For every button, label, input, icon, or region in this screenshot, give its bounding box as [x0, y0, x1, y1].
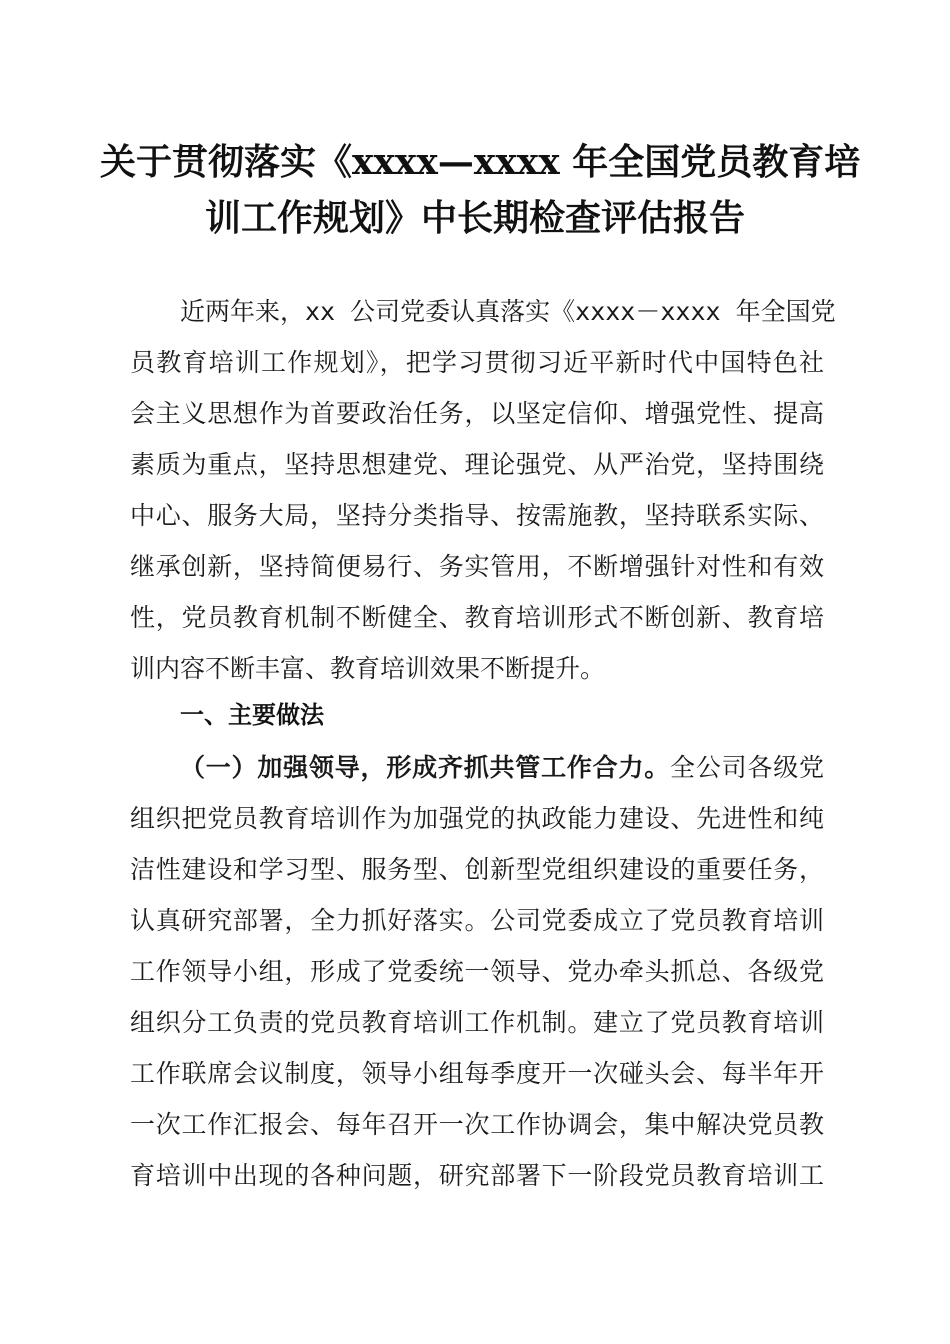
- paragraph-line: 会主义思想作为首要政治任务，以坚定信仰、增强党性、提高: [130, 399, 824, 428]
- paragraph-line: 训内容不断丰富、教育培训效果不断提升。: [130, 654, 606, 683]
- paragraph-line: 工作领导小组，形成了党委统一领导、党办牵头抓总、各级党: [130, 957, 824, 986]
- paragraph-line: 组织把党员教育培训作为加强党的执政能力建设、先进性和纯: [130, 804, 824, 833]
- document-title: [100, 134, 861, 246]
- paragraph-line: 认真研究部署，全力抓好落实。公司党委成立了党员教育培训: [130, 906, 824, 935]
- paragraph-line: 员教育培训工作规划》，把学习贯彻习近平新时代中国特色社: [130, 348, 824, 377]
- paragraph-line: 一次工作汇报会、每年召开一次工作协调会，集中解决党员教: [130, 1110, 824, 1139]
- paragraph-line: 性，党员教育机制不断健全、教育培训形式不断创新、教育培: [130, 603, 824, 632]
- title-line-1: 关于贯彻落实《xxxx—xxxx 年全国党员教育培: [100, 141, 861, 183]
- paragraph-line: 工作联席会议制度，领导小组每季度开一次碰头会、每半年开: [130, 1059, 824, 1088]
- title-line-2: 训工作规划》中长期检查评估报告: [204, 197, 745, 239]
- paragraph-first-line: [180, 742, 824, 793]
- paragraph-line: 继承创新，坚持简便易行、务实管用，不断增强针对性和有效: [130, 552, 824, 581]
- paragraph-line: 中心、服务大局，坚持分类指导、按需施教，坚持联系实际、: [130, 501, 824, 530]
- paragraph-line: 近两年来，xx 公司党委认真落实《xxxx－xxxx 年全国党: [180, 297, 836, 326]
- paragraph-line: 洁性建设和学习型、服务型、创新型党组织建设的重要任务，: [130, 855, 824, 884]
- paragraph-line: 素质为重点，坚持思想建党、理论强党、从严治党，坚持围绕: [130, 450, 824, 479]
- paragraph-line-rest: 全公司各级党: [670, 753, 824, 782]
- paragraph-line: 组织分工负责的党员教育培训工作机制。建立了党员教育培训: [130, 1008, 824, 1037]
- subsection-heading: （一）加强领导，形成齐抓共管工作合力。: [180, 753, 671, 782]
- paragraph-line: 育培训中出现的各种问题，研究部署下一阶段党员教育培训工: [130, 1161, 824, 1190]
- section-heading: 一、主要做法: [180, 701, 324, 729]
